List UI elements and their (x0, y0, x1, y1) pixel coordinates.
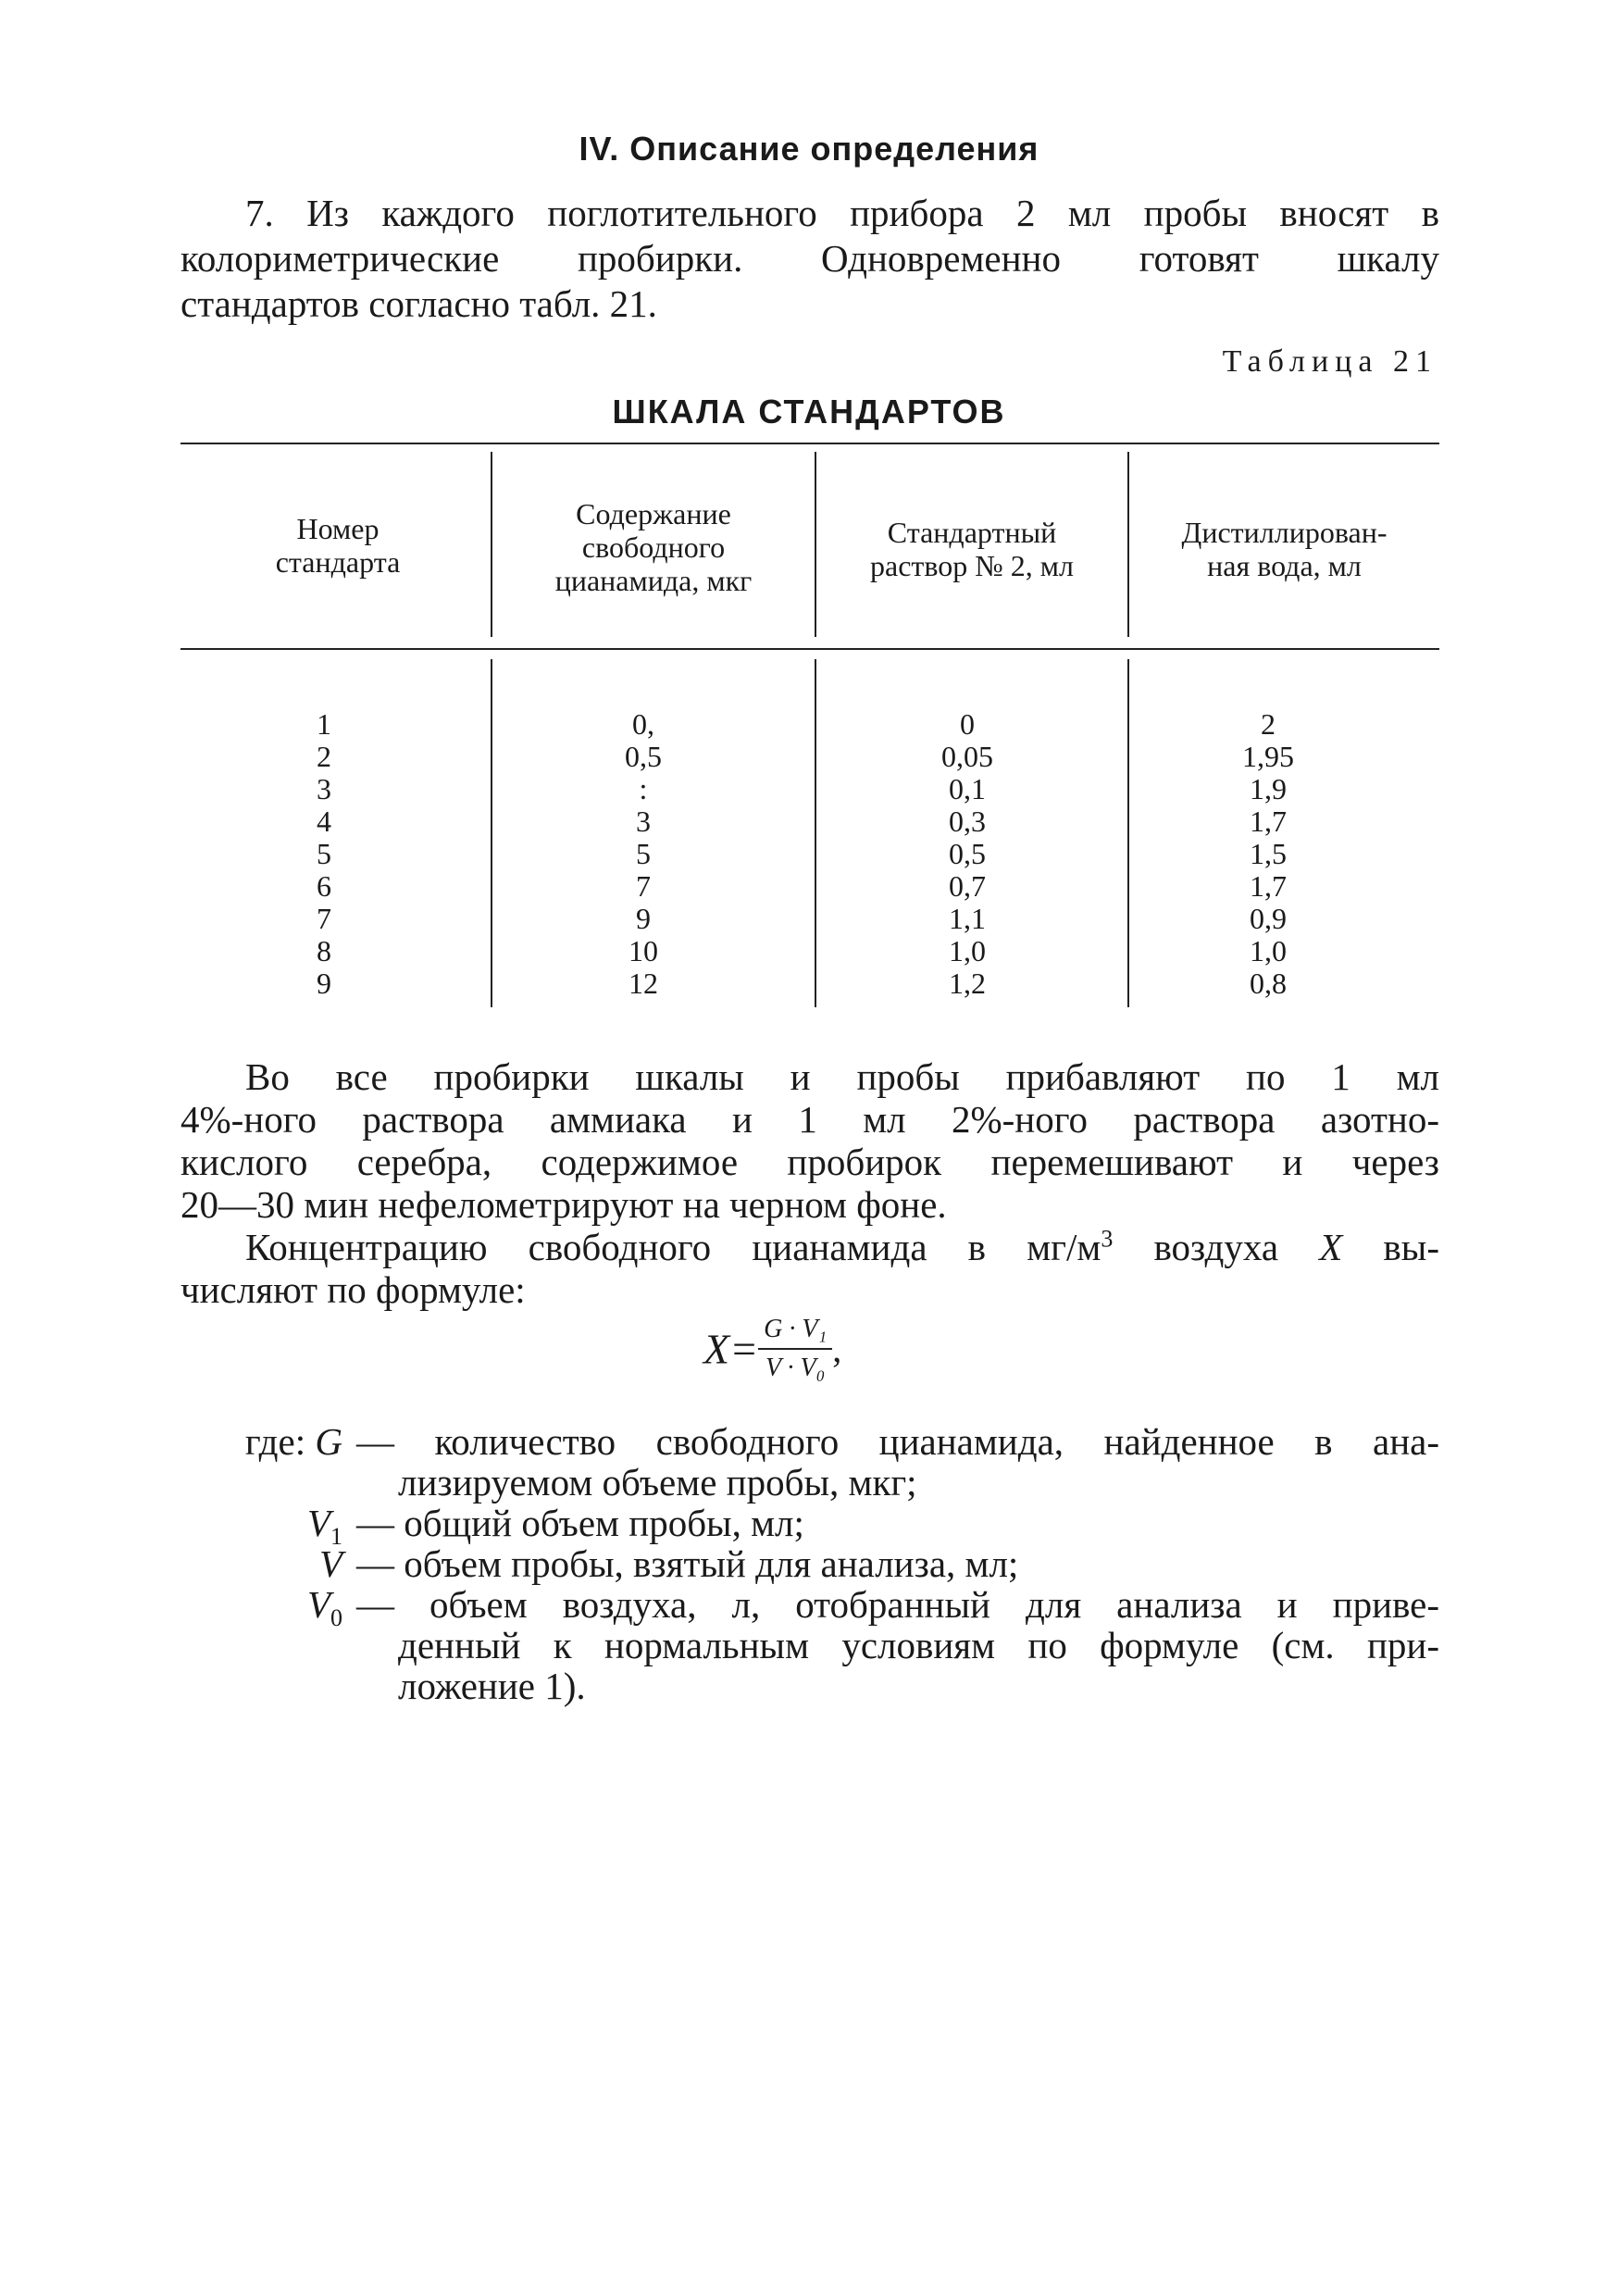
concentration-line-2: числяют по формуле: (180, 1268, 526, 1311)
header-standard-number-line-1: Номер (296, 512, 380, 545)
header-standard-solution-line-1: Стандартный (887, 516, 1057, 549)
table-cell: 0,5 (625, 740, 662, 773)
legend-item-v1: $V_1$ — общий объем пробы, мл; (180, 1503, 1439, 1543)
intro-line-3: стандартов согласно табл. 21. (180, 282, 657, 325)
header-standard-solution (816, 516, 1127, 582)
formula (703, 1315, 841, 1398)
table-cell: 1 (317, 707, 331, 741)
table-top-rule (180, 443, 1439, 444)
header-distilled-water-line-1: Дистиллирован- (1181, 516, 1388, 549)
procedure-line-2: 4%-ного раствора аммиака и 1 мл 2%-ного раствора азотно- (180, 1098, 1439, 1141)
table-cell: 5 (317, 837, 331, 870)
intro-line-2: колориметрические пробирки. Одновременно готовят шкалу (180, 237, 1439, 280)
table-cell: 2 (1261, 707, 1276, 741)
header-distilled-water (1129, 516, 1439, 582)
table-cell: 0,1 (949, 772, 986, 805)
table-cell: 6 (317, 869, 331, 903)
table-cell: 7 (317, 902, 331, 935)
table-cell: 0,7 (949, 869, 986, 903)
table-caption: Таблица 21 (1222, 344, 1438, 379)
table-cell: 5 (636, 837, 651, 870)
intro-paragraph (180, 191, 1439, 327)
table-cell: 0,8 (1250, 967, 1287, 1000)
header-cyanamide-content-line-3: цианамида, мкг (554, 564, 753, 597)
table-cell: 8 (317, 934, 331, 967)
table-cell: 3 (317, 772, 331, 805)
concentration-line-1: Концентрацию свободного цианамида в $мг/м^3$ воздуха X вы- (245, 1225, 1439, 1268)
table-cell: 1,95 (1242, 740, 1294, 773)
column-cyanamide-content (592, 708, 694, 1000)
table-body-divider-3 (1127, 659, 1129, 1007)
formula-trailing: , (832, 1328, 842, 1370)
formula-denominator: V · V₀ (765, 1354, 826, 1382)
table-cell: 1,0 (949, 934, 986, 967)
legend-item-v0: $V_0$ — объем воздуха, л, отобранный для анализа и приве- денный к нормальным условиям по формуле (см. при- ложение 1). (180, 1584, 1439, 1706)
table-cell: 1,0 (1250, 934, 1287, 967)
table-cell: 9 (317, 967, 331, 1000)
legend-symbol: $V_1$ (306, 1502, 342, 1551)
table-cell: : (639, 772, 648, 805)
table-cell: 1,5 (1250, 837, 1287, 870)
intro-line-1: 7. Из каждого поглотительного прибора 2 мл пробы вносят в (245, 192, 1439, 234)
column-standard-number (278, 708, 370, 1000)
table-cell: 1,7 (1250, 869, 1287, 903)
header-cyanamide-content-line-1: Содержание (576, 497, 731, 530)
legend-item-v: V — объем пробы, взятый для анализа, мл; (180, 1543, 1439, 1584)
table-cell: 9 (636, 902, 651, 935)
procedure-paragraph (180, 1055, 1439, 1311)
header-cyanamide-content-line-2: свободного (581, 530, 726, 564)
procedure-line-4: 20—30 мин нефелометрируют на черном фоне. (180, 1183, 947, 1226)
table-cell: 0,9 (1250, 902, 1287, 935)
table-cell: 10 (629, 934, 658, 967)
legend (180, 1421, 1439, 1706)
column-distilled-water (1217, 708, 1319, 1000)
table-cell: 0, (632, 707, 654, 741)
table-cell: 1,1 (949, 902, 986, 935)
table-cell: 1,2 (949, 967, 986, 1000)
table-cell: 2 (317, 740, 331, 773)
formula-numerator: G · V₁ (758, 1315, 832, 1350)
legend-symbol: V (318, 1542, 342, 1585)
table-cell: 1,7 (1250, 805, 1287, 838)
formula-fraction (758, 1315, 832, 1383)
table-cell: 0 (960, 707, 975, 741)
header-distilled-water-line-2: ная вода, мл (1207, 549, 1362, 582)
legend-item-g: где: G — количество свободного цианамида, найденное в ана- лизируемом объеме пробы, мкг; (180, 1421, 1439, 1503)
header-cyanamide-content (492, 497, 815, 597)
table-cell: 7 (636, 869, 651, 903)
table-body-divider-2 (815, 659, 816, 1007)
table-cell: 0,3 (949, 805, 986, 838)
header-standard-number-line-2: стандарта (275, 545, 401, 579)
procedure-line-1: Во все пробирки шкалы и пробы прибавляют по 1 мл (245, 1055, 1439, 1098)
legend-symbol: $V_0$ (306, 1583, 342, 1632)
table-title: ШКАЛА СТАНДАРТОВ (612, 393, 1006, 430)
table-cell: 12 (629, 967, 658, 1000)
procedure-line-3: кислого серебра, содержимое пробирок перемешивают и через (180, 1141, 1439, 1183)
table-cell: 0,05 (941, 740, 993, 773)
section-heading: IV. Описание определения (579, 130, 1039, 168)
header-standard-number (185, 512, 491, 579)
table-header-rule (180, 648, 1439, 650)
formula-lhs: X= (703, 1325, 759, 1373)
table-cell: 3 (636, 805, 651, 838)
legend-symbol: где: G (244, 1420, 342, 1463)
table-cell: 0,5 (949, 837, 986, 870)
table-cell: 4 (317, 805, 331, 838)
header-standard-solution-line-2: раствор № 2, мл (869, 549, 1075, 582)
column-standard-solution (916, 708, 1018, 1000)
table-body-divider-1 (491, 659, 492, 1007)
table-cell: 1,9 (1250, 772, 1287, 805)
